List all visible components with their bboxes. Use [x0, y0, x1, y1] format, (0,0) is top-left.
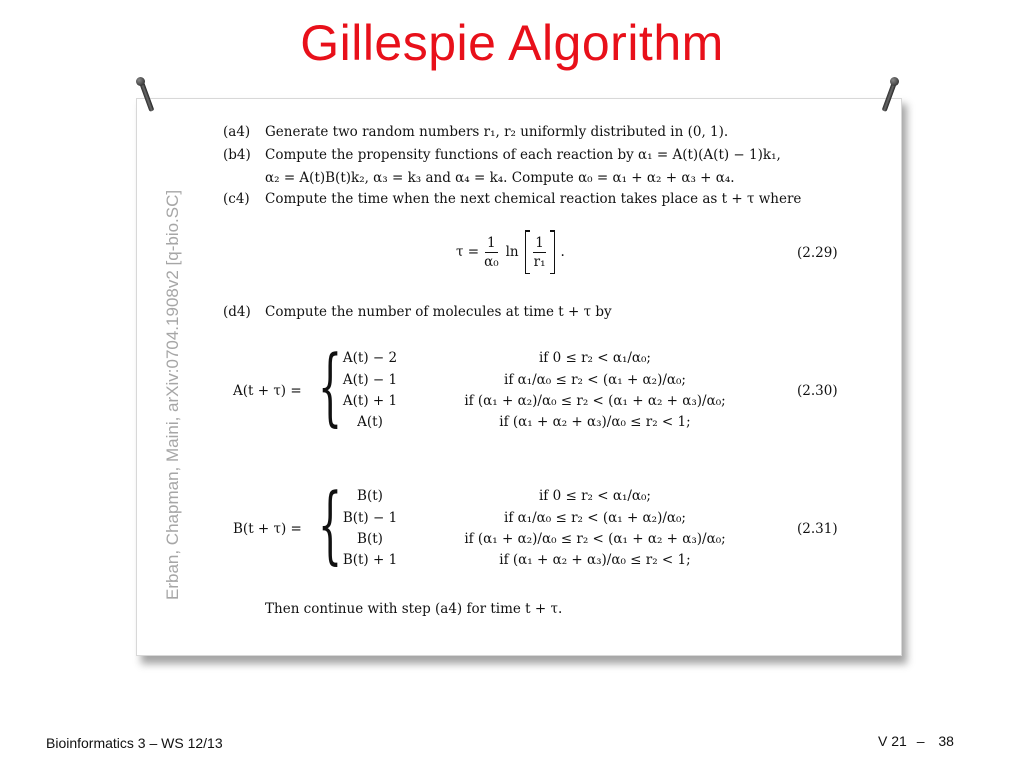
step-c4 [223, 191, 801, 207]
step-b4-label: (b4) [223, 147, 251, 163]
eq230-row-3-condition: if (α₁ + α₂)/α₀ ≤ r₂ < (α₁ + α₂ + α₃)/α₀; [464, 393, 726, 409]
footer-dash: – [916, 733, 925, 749]
eq231-brace-icon: { [318, 475, 343, 573]
footer-page-info [878, 733, 954, 749]
eq229-bracket [525, 230, 555, 274]
side-citation: Erban, Chapman, Maini, arXiv:0704.1908v2 [q-bio.SC] [163, 189, 182, 600]
eq230-row-3-value: A(t) + 1 [342, 393, 398, 409]
eq231-row-4-value: B(t) + 1 [342, 552, 398, 568]
step-b4-line1: Compute the propensity functions of each reaction by α₁ = A(t)(A(t) − 1)k₁, [265, 147, 781, 163]
eq231-number: (2.31) [797, 521, 838, 537]
eq229-frac1-den: α₀ [484, 253, 499, 270]
eq229-fraction-2 [532, 234, 548, 271]
slide-title: Gillespie Algorithm [300, 15, 724, 71]
step-d4-label: (d4) [223, 304, 251, 320]
step-d4 [223, 304, 612, 320]
eq231-row-2-value: B(t) − 1 [342, 510, 398, 526]
step-b4 [223, 147, 781, 163]
eq229-frac1-num: 1 [487, 234, 496, 251]
eq230-row-1-condition: if 0 ≤ r₂ < α₁/α₀; [538, 350, 651, 366]
eq229-fraction-1 [482, 234, 501, 271]
continue-text: Then continue with step (a4) for time t + τ. [265, 601, 563, 617]
step-c4-text: Compute the time when the next chemical reaction takes place as t + τ where [265, 191, 802, 207]
eq229-number: (2.29) [797, 245, 838, 261]
step-c4-label: (c4) [223, 191, 250, 207]
eq230-row-4-value: A(t) [357, 414, 383, 430]
eq231-row-1-value: B(t) [357, 488, 383, 504]
step-a4 [223, 124, 728, 140]
footer-version: V 21 [878, 733, 907, 749]
eq229-frac2-num: 1 [535, 234, 544, 251]
eq229-frac2-den: r₁ [533, 253, 546, 270]
eq229-lhs: τ = [456, 244, 480, 260]
eq231-row-3-condition: if (α₁ + α₂)/α₀ ≤ r₂ < (α₁ + α₂ + α₃)/α₀; [464, 531, 726, 547]
eq229-ln: ln [505, 244, 519, 260]
eq231-row-1-condition: if 0 ≤ r₂ < α₁/α₀; [538, 488, 651, 504]
step-b4-line2: α₂ = A(t)B(t)k₂, α₃ = k₃ and α₄ = k₄. Compute α₀ = α₁ + α₂ + α₃ + α₄. [265, 170, 735, 186]
eq230-lhs: A(t + τ) = [233, 383, 302, 399]
eq230-row-2-condition: if α₁/α₀ ≤ r₂ < (α₁ + α₂)/α₀; [504, 372, 686, 388]
step-d4-text: Compute the number of molecules at time t + τ by [265, 304, 612, 320]
step-a4-label: (a4) [223, 124, 251, 140]
footer-page-number: 38 [938, 733, 954, 749]
footer-course: Bioinformatics 3 – WS 12/13 [46, 735, 223, 751]
step-a4-text: Generate two random numbers r₁, r₂ uniformly distributed in (0, 1). [265, 124, 729, 140]
equation-2-29 [456, 228, 565, 276]
eq231-lhs: B(t + τ) = [233, 521, 302, 537]
eq231-row-3-value: B(t) [357, 531, 383, 547]
eq230-row-4-condition: if (α₁ + α₂ + α₃)/α₀ ≤ r₂ < 1; [499, 414, 691, 430]
eq230-row-1-value: A(t) − 2 [342, 350, 398, 366]
eq231-row-4-condition: if (α₁ + α₂ + α₃)/α₀ ≤ r₂ < 1; [499, 552, 691, 568]
eq230-row-2-value: A(t) − 1 [342, 372, 398, 388]
eq230-brace-icon: { [318, 337, 343, 435]
eq229-tail: . [560, 244, 565, 260]
eq231-row-2-condition: if α₁/α₀ ≤ r₂ < (α₁ + α₂)/α₀; [504, 510, 686, 526]
eq230-number: (2.30) [797, 383, 838, 399]
